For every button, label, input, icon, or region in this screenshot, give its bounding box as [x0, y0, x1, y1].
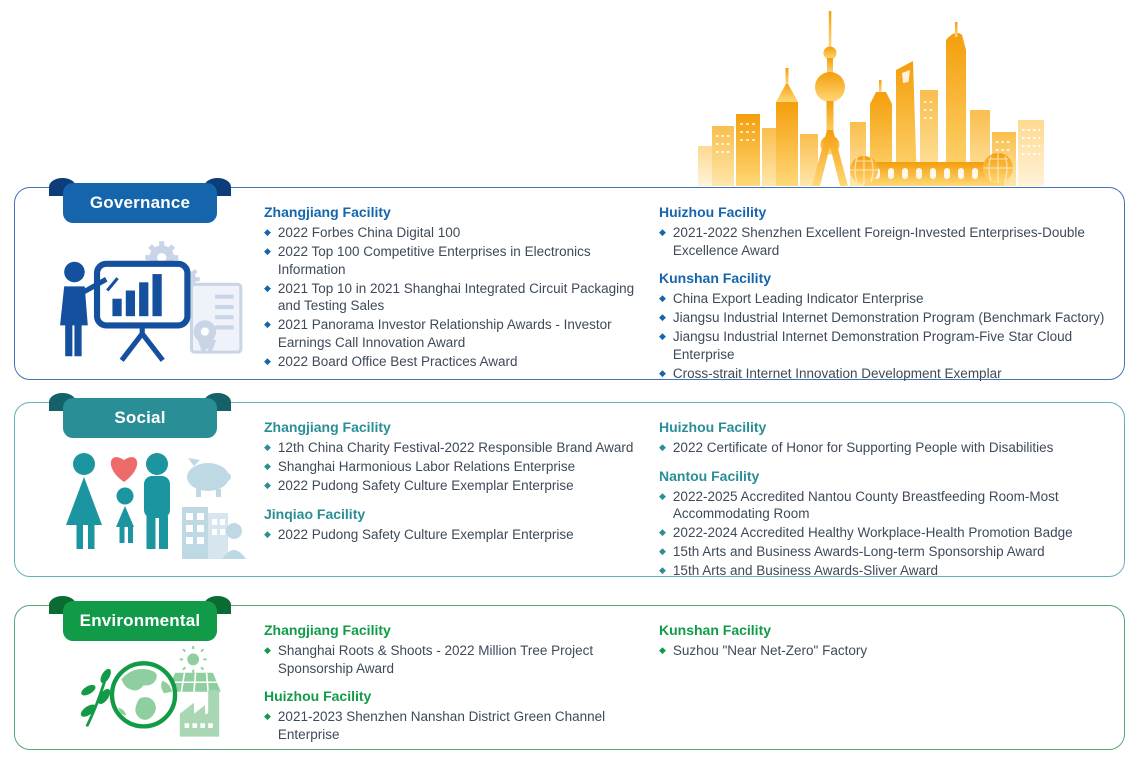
award-list	[264, 526, 642, 544]
awards-column	[659, 622, 1125, 660]
diamond-bullet-icon: ◆	[659, 490, 666, 501]
diamond-bullet-icon: ◆	[659, 293, 666, 303]
award-item	[264, 708, 642, 743]
award-text: Jiangsu Industrial Internet Demonstration Program (Benchmark Factory)	[672, 310, 1105, 325]
awards-column	[264, 622, 642, 743]
facility-heading: Huizhou Facility	[659, 419, 767, 435]
facility-group	[264, 419, 642, 495]
diamond-bullet-icon: ◆	[264, 645, 271, 655]
award-text: 15th Arts and Business Awards-Long-term Sponsorship Award	[672, 544, 1045, 559]
award-item	[659, 224, 1125, 259]
award-item	[264, 642, 642, 677]
section-governance	[14, 187, 1125, 380]
facility-heading: Zhangjiang Facility	[264, 419, 391, 435]
diamond-bullet-icon: ◆	[264, 442, 271, 452]
section-tab-governance	[49, 178, 231, 228]
award-text: 2021 Panorama Investor Relationship Awards - Investor Earnings Call Innovation Award	[277, 317, 612, 350]
governance-icon-zone	[53, 228, 253, 369]
award-text: 2021 Top 10 in 2021 Shanghai Integrated Circuit Packaging and Testing Sales	[277, 280, 635, 313]
green-earth-icon	[58, 646, 248, 739]
diamond-bullet-icon: ◆	[264, 461, 271, 471]
diamond-bullet-icon: ◆	[264, 227, 271, 237]
award-item	[264, 439, 642, 457]
diamond-bullet-icon: ◆	[659, 546, 666, 556]
piggy-bank-icon	[187, 458, 231, 497]
award-item	[264, 243, 642, 278]
award-text: Cross-strait Internet Innovation Development Exemplar	[672, 365, 1002, 381]
section-title: Governance	[89, 193, 191, 212]
facility-group	[659, 204, 1125, 259]
chart-board-icon	[97, 264, 187, 361]
award-text: Suzhou "Near Net-Zero" Factory	[672, 643, 868, 658]
diamond-bullet-icon: ◆	[659, 565, 666, 575]
facility-group	[264, 688, 642, 743]
award-list	[264, 642, 642, 677]
awards-column	[659, 204, 1125, 382]
award-text: China Export Leading Indicator Enterprise	[672, 291, 924, 306]
facility-group	[264, 506, 642, 544]
award-item	[659, 439, 1125, 457]
factory-icon	[180, 690, 219, 737]
facility-group	[659, 419, 1125, 457]
award-text: 2022 Forbes China Digital 100	[277, 225, 461, 240]
section-tab-environmental	[49, 596, 231, 646]
award-list	[659, 488, 1125, 580]
award-item	[659, 543, 1125, 561]
facility-heading: Jinqiao Facility	[264, 505, 366, 522]
diamond-bullet-icon: ◆	[264, 480, 271, 490]
award-text: 2022-2025 Accredited Nantou County Breastfeeding Room-Most Accommodating Room	[672, 488, 1059, 521]
award-item	[659, 488, 1125, 523]
facility-group	[659, 622, 1125, 660]
award-item	[659, 290, 1125, 308]
ribbon-tab	[63, 601, 217, 641]
award-text: Jiangsu Industrial Internet Demonstration Program-Five Star Cloud Enterprise	[672, 329, 1073, 362]
leaves-icon	[79, 667, 113, 726]
diamond-bullet-icon: ◆	[659, 312, 666, 322]
award-item	[264, 316, 642, 351]
award-text: 2022 Top 100 Competitive Enterprises in Electronics Information	[277, 244, 591, 277]
section-social	[14, 402, 1125, 577]
award-text: Shanghai Harmonious Labor Relations Enterprise	[277, 459, 576, 474]
award-item	[659, 562, 1125, 580]
award-item	[264, 280, 642, 315]
award-item	[659, 309, 1125, 327]
ribbon-tab	[63, 398, 217, 438]
award-list	[264, 708, 642, 743]
certificate-icon	[192, 284, 241, 354]
award-text: 2022 Board Office Best Practices Award	[277, 353, 518, 369]
award-text: 2022-2024 Accredited Healthy Workplace-Health Promotion Badge	[672, 525, 1073, 540]
heart-icon	[111, 457, 137, 482]
diamond-bullet-icon: ◆	[264, 319, 271, 329]
award-text: Shanghai Roots & Shoots - 2022 Million Tree Project Sponsorship Award	[277, 643, 594, 676]
community-building-icon	[182, 507, 246, 559]
diamond-bullet-icon: ◆	[659, 331, 666, 341]
award-item	[264, 458, 642, 476]
facility-heading: Zhangjiang Facility	[264, 622, 391, 638]
ribbon-tab	[63, 183, 217, 223]
sun-icon	[180, 646, 207, 673]
diamond-bullet-icon: ◆	[659, 527, 666, 537]
section-title: Social	[114, 408, 166, 427]
city-skyline-icon	[698, 6, 1046, 188]
facility-heading: Huizhou Facility	[264, 688, 372, 704]
award-item	[659, 524, 1125, 542]
facility-heading: Zhangjiang Facility	[264, 204, 391, 220]
diamond-bullet-icon: ◆	[264, 355, 271, 366]
award-item	[659, 328, 1125, 363]
award-list	[659, 224, 1125, 259]
award-item	[264, 353, 642, 371]
awards-column	[264, 204, 642, 370]
family-care-icon	[58, 449, 248, 561]
facility-heading: Kunshan Facility	[659, 270, 772, 286]
facility-group	[659, 468, 1125, 580]
award-list	[659, 439, 1125, 457]
diamond-bullet-icon: ◆	[264, 282, 271, 293]
diamond-bullet-icon: ◆	[659, 645, 666, 655]
facility-heading: Kunshan Facility	[659, 622, 772, 638]
award-text: 2022 Certificate of Honor for Supporting People with Disabilities	[672, 440, 1054, 455]
diamond-bullet-icon: ◆	[659, 227, 666, 237]
award-list	[659, 642, 1125, 660]
presentation-chart-icon	[58, 233, 248, 364]
award-item	[659, 642, 1125, 660]
diamond-bullet-icon: ◆	[264, 711, 271, 721]
award-text: 2022 Pudong Safety Culture Exemplar Enterprise	[277, 526, 574, 542]
award-text: 15th Arts and Business Awards-Sliver Award	[672, 563, 939, 578]
globe-icon	[112, 663, 175, 726]
award-list	[264, 439, 642, 495]
section-title: Environmental	[79, 611, 201, 630]
award-text: 2021-2023 Shenzhen Nanshan District Green Channel Enterprise	[277, 709, 606, 742]
facility-group	[264, 204, 642, 370]
award-item	[659, 365, 1125, 383]
award-text: 12th China Charity Festival-2022 Responsible Brand Award	[277, 440, 634, 455]
diamond-bullet-icon: ◆	[659, 367, 666, 378]
award-text: 2022 Pudong Safety Culture Exemplar Enterprise	[277, 478, 574, 493]
facility-group	[264, 622, 642, 677]
award-item	[264, 477, 642, 495]
facility-group	[659, 270, 1125, 382]
diamond-bullet-icon: ◆	[264, 246, 271, 256]
award-list	[659, 290, 1125, 382]
awards-column	[659, 419, 1125, 580]
award-item	[264, 224, 642, 242]
section-environmental	[14, 605, 1125, 750]
awards-column	[264, 419, 642, 543]
social-icon-zone	[53, 443, 253, 566]
award-item	[264, 526, 642, 544]
award-list	[264, 224, 642, 370]
facility-heading: Nantou Facility	[659, 467, 760, 484]
award-text: 2021-2022 Shenzhen Excellent Foreign-Invested Enterprises-Double Excellence Award	[672, 225, 1085, 258]
facility-heading: Huizhou Facility	[659, 204, 767, 220]
diamond-bullet-icon: ◆	[659, 442, 666, 452]
section-tab-social	[49, 393, 231, 443]
diamond-bullet-icon: ◆	[264, 528, 271, 539]
environmental-icon-zone	[53, 646, 253, 739]
